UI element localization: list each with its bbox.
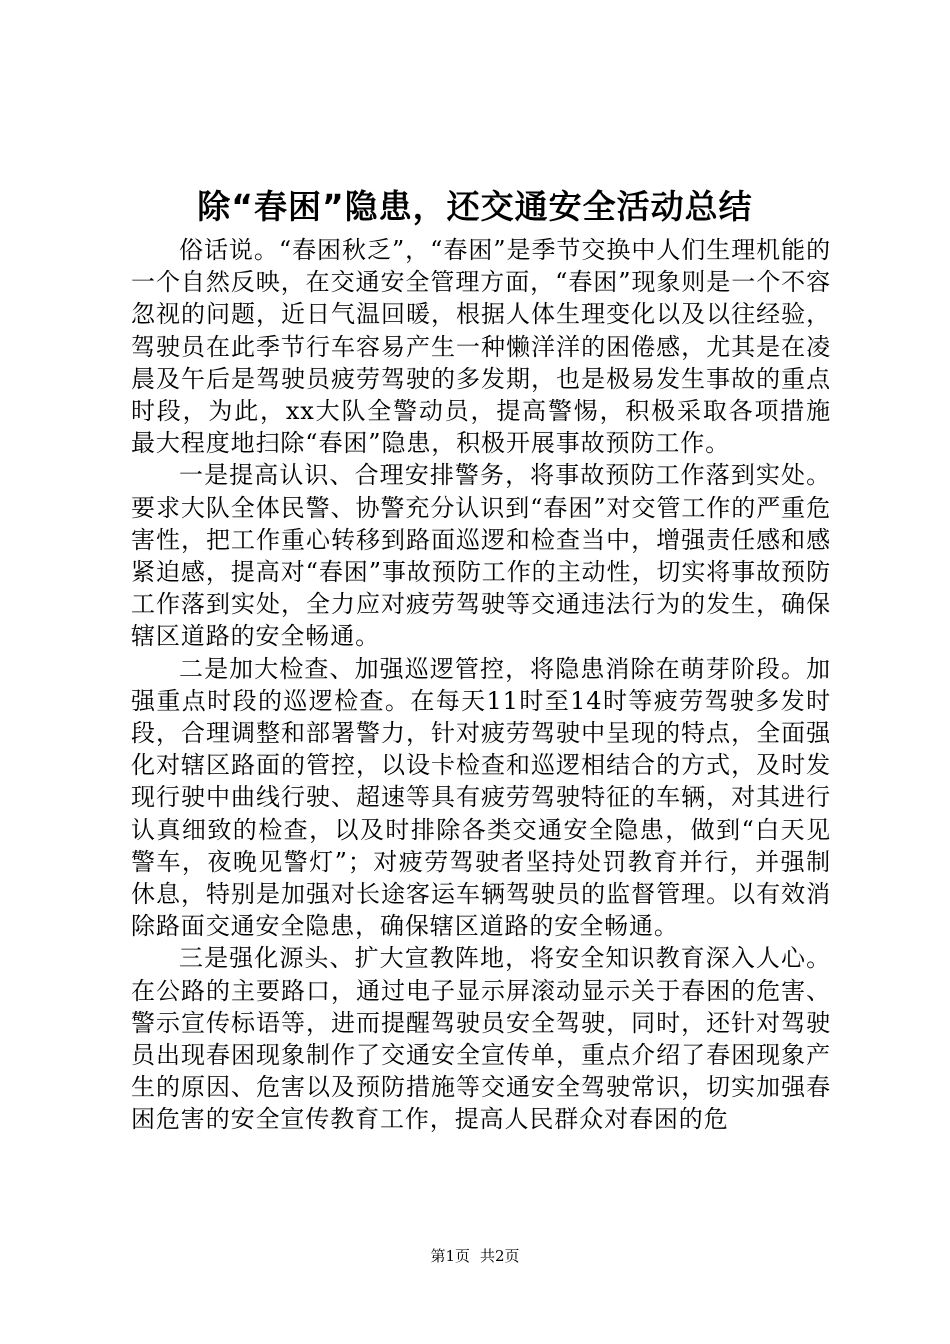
paragraph-point-two: 二是加大检查、加强巡逻管控，将隐患消除在萌芽阶段。加强重点时段的巡逻检查。在每天11时至14时等疲劳驾驶多发时段，合理调整和部署警力，针对疲劳驾驶中呈现的特点，全面强化对辖区路面的管控，以设卡检查和巡逻相结合的方式，及时发现行驶中曲线行驶、超速等具有疲劳驾驶特征的车辆，对其进行认真细致的检查，以及时排除各类交通安全隐患，做到“白天见警车，夜晚见警灯”；对疲劳驾驶者坚持处罚教育并行，并强制休息，特别是加强对长途客运车辆驾驶员的监督管理。以有效消除路面交通安全隐患，确保辖区道路的安全畅通。	[131, 654, 831, 941]
document-body	[131, 234, 831, 1136]
paragraph-intro: 俗话说。“春困秋乏”，“春困”是季节交换中人们生理机能的一个自然反映，在交通安全管理方面，“春困”现象则是一个不容忽视的问题，近日气温回暖，根据人体生理变化以及以往经验，驾驶员在此季节行车容易产生一种懒洋洋的困倦感，尤其是在凌晨及午后是驾驶员疲劳驾驶的多发期，也是极易发生事故的重点时段，为此，xx大队全警动员，提高警惕，积极采取各项措施最大程度地扫除“春困”隐患，积极开展事故预防工作。	[131, 236, 831, 458]
page-total: 共2页	[480, 1247, 520, 1265]
paragraph-point-one: 一是提高认识、合理安排警务，将事故预防工作落到实处。要求大队全体民警、协警充分认识到“春困”对交管工作的严重危害性，把工作重心转移到路面巡逻和检查当中，增强责任感和感紧迫感，提高对“春困”事故预防工作的主动性，切实将事故预防工作落到实处，全力应对疲劳驾驶等交通违法行为的发生，确保辖区道路的安全畅通。	[131, 461, 831, 651]
page-number: 第1页	[430, 1247, 470, 1265]
document-title: 除“春困”隐患，还交通安全活动总结	[197, 187, 753, 226]
paragraph-point-three: 三是强化源头、扩大宣教阵地，将安全知识教育深入人心。在公路的主要路口，通过电子显示屏滚动显示关于春困的危害、警示宣传标语等，进而提醒驾驶员安全驾驶，同时，还针对驾驶员出现春困现象制作了交通安全宣传单，重点介绍了春困现象产生的原因、危害以及预防措施等交通安全驾驶常识，切实加强春困危害的安全宣传教育工作，提高人民群众对春困的危	[131, 944, 831, 1134]
page-footer	[0, 1246, 950, 1266]
